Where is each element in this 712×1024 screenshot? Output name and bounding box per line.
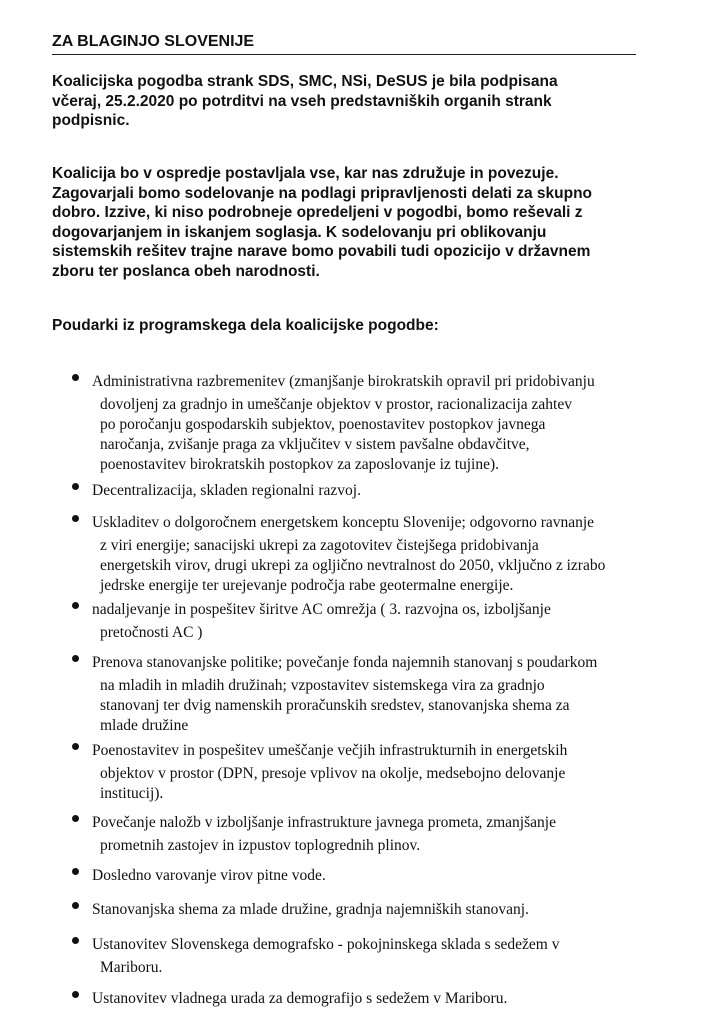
intro-line: podpisnic. xyxy=(52,112,130,129)
coalition-line: sistemskih rešitev trajne narave bomo povabili tudi opozicijo v državnem xyxy=(52,243,591,260)
bullet-dot-icon xyxy=(72,743,79,750)
bullet-item xyxy=(72,513,672,596)
bullet-line: objektov v prostor (DPN, presoje vplivov na okolje, medsebojno delovanje xyxy=(100,765,566,782)
bullet-line: po poročanju gospodarskih subjektov, poenostavitev postopkov javnega xyxy=(100,416,546,433)
bullet-dot-icon xyxy=(72,868,79,875)
bullet-dot-icon xyxy=(72,815,79,822)
bullet-item xyxy=(72,741,672,804)
bullet-line: Mariboru. xyxy=(100,959,163,976)
bullet-line: Uskladitev o dolgoročnem energetskem konceptu Slovenije; odgovorno ravnanje xyxy=(92,514,595,531)
bullet-dot-icon xyxy=(72,515,79,522)
bullet-line: energetskih virov, drugi ukrepi za ogljično nevtralnost do 2050, vključno z izrabo xyxy=(100,557,606,574)
document-heading: ZA BLAGINJO SLOVENIJE xyxy=(52,32,636,55)
bullet-line: institucij). xyxy=(100,785,164,802)
bullet-line: na mladih in mladih družinah; vzpostavitev sistemskega vira za gradnjo xyxy=(100,677,545,694)
bullet-line: Dosledno varovanje virov pitne vode. xyxy=(92,867,326,884)
bullet-item xyxy=(72,935,672,978)
bullet-item xyxy=(72,900,672,920)
bullet-item xyxy=(72,989,672,1009)
bullet-line: prometnih zastojev in izpustov toplogrednih plinov. xyxy=(100,837,421,854)
bullet-line: z viri energije; sanacijski ukrepi za zagotovitev čistejšega pridobivanja xyxy=(100,537,539,554)
bullet-item xyxy=(72,481,672,501)
bullet-line: pretočnosti AC ) xyxy=(100,624,203,641)
intro-paragraph xyxy=(52,72,652,131)
bullet-line: Decentralizacija, skladen regionalni razvoj. xyxy=(92,482,361,499)
bullet-dot-icon xyxy=(72,483,79,490)
bullet-line: Povečanje naložb v izboljšanje infrastrukture javnega prometa, zmanjšanje xyxy=(92,814,556,831)
bullet-line: stanovanj ter dvig namenskih proračunskih sredstev, stanovanjska shema za xyxy=(100,697,570,714)
coalition-line: dobro. Izzive, ki niso podrobneje opredeljeni v pogodbi, bomo reševali z xyxy=(52,204,583,221)
bullet-dot-icon xyxy=(72,655,79,662)
bullet-dot-icon xyxy=(72,902,79,909)
bullet-line: Stanovanjska shema za mlade družine, gradnja najemniških stanovanj. xyxy=(92,901,529,918)
bullet-line: dovoljenj za gradnjo in umeščanje objektov v prostor, racionalizacija zahtev xyxy=(100,396,572,413)
bullet-dot-icon xyxy=(72,374,79,381)
bullet-line: Poenostavitev in pospešitev umeščanje večjih infrastrukturnih in energetskih xyxy=(92,742,568,759)
bullet-line: Administrativna razbremenitev (zmanjšanje birokratskih opravil pri pridobivanju xyxy=(92,373,595,390)
bullet-line: Prenova stanovanjske politike; povečanje fonda najemnih stanovanj s poudarkom xyxy=(92,654,598,671)
bullet-line: mlade družine xyxy=(100,717,189,734)
program-subheading: Poudarki iz programskega dela koalicijske pogodbe: xyxy=(52,317,439,334)
intro-line: včeraj, 25.2.2020 po potrditvi na vseh predstavniških organih strank xyxy=(52,92,552,110)
bullet-dot-icon xyxy=(72,602,79,609)
bullet-item xyxy=(72,600,672,643)
bullet-line: jedrske energije ter urejevanje področja rabe geotermalne energije. xyxy=(100,577,514,594)
bullet-item xyxy=(72,653,672,736)
bullet-line: nadaljevanje in pospešitev širitve AC omrežja ( 3. razvojna os, izboljšanje xyxy=(92,601,551,618)
bullet-item xyxy=(72,866,672,886)
bullet-line: poenostavitev birokratskih postopkov za zaposlovanje iz tujine). xyxy=(100,456,500,473)
bullet-item xyxy=(72,813,672,856)
coalition-paragraph xyxy=(52,164,652,281)
intro-line: Koalicijska pogodba strank SDS, SMC, NSi, DeSUS je bila podpisana xyxy=(52,73,558,90)
bullet-line: naročanja, zvišanje praga za vključitev v sistem pavšalne obdavčitve, xyxy=(100,436,530,453)
bullet-item xyxy=(72,372,672,475)
coalition-line: Koalicija bo v ospredje postavljala vse, kar nas združuje in povezuje. xyxy=(52,165,559,182)
coalition-line: Zagovarjali bomo sodelovanje na podlagi pripravljenosti delati za skupno xyxy=(52,184,593,202)
bullet-line: Ustanovitev Slovenskega demografsko - pokojninskega sklada s sedežem v xyxy=(92,936,560,953)
bullet-line: Ustanovitev vladnega urada za demografijo s sedežem v Mariboru. xyxy=(92,990,508,1007)
bullet-dot-icon xyxy=(72,991,79,998)
coalition-line: zboru ter poslanca obeh narodnosti. xyxy=(52,262,320,280)
coalition-line: dogovarjanjem in iskanjem soglasja. K sodelovanju pri oblikovanju xyxy=(52,223,547,241)
bullet-dot-icon xyxy=(72,937,79,944)
